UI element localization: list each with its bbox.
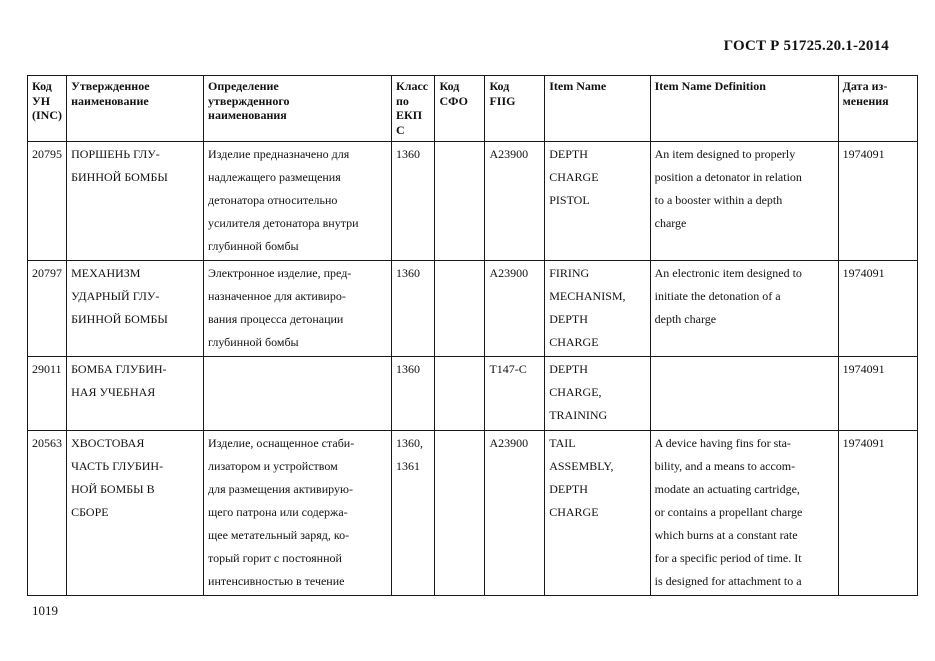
- cell-item-name: FIRING MECHANISM, DEPTH CHARGE: [545, 261, 650, 357]
- cell-approved-name: ХВОСТОВАЯ ЧАСТЬ ГЛУБИН- НОЙ БОМБЫ В СБОРЕ: [67, 431, 204, 596]
- cell-class: 1360, 1361: [392, 431, 435, 596]
- cell-approved-name: БОМБА ГЛУБИН- НАЯ УЧЕБНАЯ: [67, 357, 204, 431]
- cell-item-definition: A device having fins for sta- bility, and a means to accom- modate an actuating cartridge, or contains a propellant charge which burns at a constant rate for a specific period of time. It is designed for attachment to a: [650, 431, 838, 596]
- cell-class: 1360: [392, 357, 435, 431]
- cell-change-date: 1974091: [838, 142, 917, 261]
- table-row: [28, 261, 918, 357]
- cell-change-date: 1974091: [838, 431, 917, 596]
- cell-sfo-code: [435, 142, 485, 261]
- table-row: [28, 142, 918, 261]
- cell-fiig-code: A23900: [485, 261, 545, 357]
- cell-item-name: TAIL ASSEMBLY, DEPTH CHARGE: [545, 431, 650, 596]
- header-change-date: Дата из- менения: [838, 76, 917, 142]
- header-inc-code: Код УН (INC): [28, 76, 67, 142]
- cell-sfo-code: [435, 357, 485, 431]
- cell-fiig-code: A23900: [485, 431, 545, 596]
- cell-item-name: DEPTH CHARGE, TRAINING: [545, 357, 650, 431]
- page-number: 1019: [32, 603, 58, 618]
- cell-item-definition: An electronic item designed to initiate the detonation of a depth charge: [650, 261, 838, 357]
- header-approved-name: Утвержденное наименование: [67, 76, 204, 142]
- table-row: [28, 431, 918, 596]
- header-item-name-definition: Item Name Definition: [650, 76, 838, 142]
- item-catalog-table: [27, 75, 918, 596]
- header-fiig-code: Код FIIG: [485, 76, 545, 142]
- header-sfo-code: Код СФО: [435, 76, 485, 142]
- cell-sfo-code: [435, 261, 485, 357]
- cell-fiig-code: A23900: [485, 142, 545, 261]
- cell-approved-name: МЕХАНИЗМ УДАРНЫЙ ГЛУ- БИННОЙ БОМБЫ: [67, 261, 204, 357]
- cell-item-name: DEPTH CHARGE PISTOL: [545, 142, 650, 261]
- cell-name-definition: Изделие предназначено для надлежащего размещения детонатора относительно усилителя детонатора внутри глубинной бомбы: [204, 142, 392, 261]
- cell-item-definition: An item designed to properly position a detonator in relation to a booster within a depth charge: [650, 142, 838, 261]
- cell-change-date: 1974091: [838, 357, 917, 431]
- table-header-row: [28, 76, 918, 142]
- cell-approved-name: ПОРШЕНЬ ГЛУ- БИННОЙ БОМБЫ: [67, 142, 204, 261]
- cell-class: 1360: [392, 261, 435, 357]
- header-item-name: Item Name: [545, 76, 650, 142]
- document-standard-code: ГОСТ Р 51725.20.1-2014: [723, 38, 889, 54]
- cell-item-definition: [650, 357, 838, 431]
- cell-name-definition: Изделие, оснащенное стаби- лизатором и устройством для размещения активирую- щего патрона или содержа- щее метательный заряд, ко- торый горит с постоянной интенсивностью в течение: [204, 431, 392, 596]
- cell-inc-code: 20797: [28, 261, 67, 357]
- cell-sfo-code: [435, 431, 485, 596]
- table-row: [28, 357, 918, 431]
- cell-inc-code: 29011: [28, 357, 67, 431]
- cell-inc-code: 20563: [28, 431, 67, 596]
- cell-inc-code: 20795: [28, 142, 67, 261]
- cell-fiig-code: T147-C: [485, 357, 545, 431]
- cell-name-definition: Электронное изделие, пред- назначенное для активиро- вания процесса детонации глубинной бомбы: [204, 261, 392, 357]
- header-name-definition: Определение утвержденного наименования: [204, 76, 392, 142]
- header-class: Класс по ЕКП С: [392, 76, 435, 142]
- cell-name-definition: [204, 357, 392, 431]
- cell-change-date: 1974091: [838, 261, 917, 357]
- cell-class: 1360: [392, 142, 435, 261]
